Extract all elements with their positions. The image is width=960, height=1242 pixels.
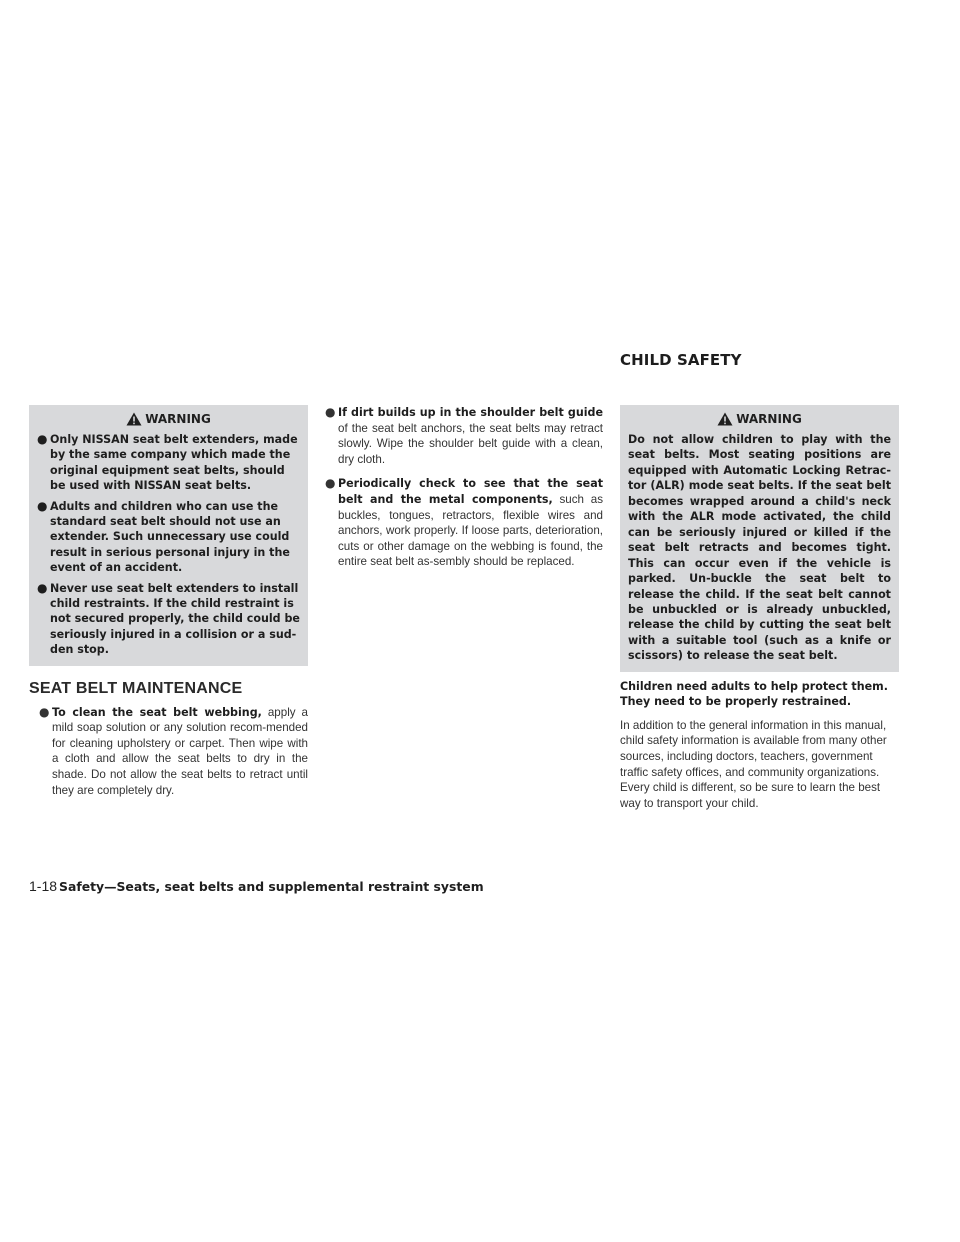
list-item-text xyxy=(52,705,308,799)
bullet: ● xyxy=(37,580,48,595)
list-item-body: of the seat belt anchors, the seat belts may retract slowly. Wipe the shoulder belt guide with a clean, dry cloth. xyxy=(338,421,603,466)
maintenance-list-cont xyxy=(325,405,603,570)
warning-triangle-icon xyxy=(717,412,733,426)
page-number: 1-18 xyxy=(29,878,58,894)
warning-box-extenders xyxy=(29,405,308,666)
list-item-body: apply a mild soap solution or any solution recom-mended for cleaning upholstery or carpet. Then wipe with a cloth and allow the seat belts to dry in the shade. Do not allow the seat belts to retract until they are completely dry. xyxy=(52,705,308,797)
bullet: ● xyxy=(325,405,336,419)
section-heading: CHILD SAFETY xyxy=(620,351,742,369)
list-item-bold: Periodically check to see that the seat belt and the metal components, xyxy=(338,477,603,506)
bullet: ● xyxy=(39,704,50,719)
warning-item-text: Adults and children who can use the standard seat belt should not use an extender. Such unnecessary use could result in serious personal injury in the event of an accident. xyxy=(50,499,290,575)
page-footer xyxy=(29,878,484,894)
warning-item xyxy=(37,432,300,494)
warning-triangle-icon xyxy=(126,412,142,426)
list-item-body: such as buckles, tongues, retractors, flexible wires and anchors, work properly. If loose parts, deterioration, cuts or other damage on the webbing is found, the entire seat belt as-sembly should be replaced. xyxy=(338,492,603,569)
maintenance-list xyxy=(29,705,308,799)
warning-item-text: Only NISSAN seat belt extenders, made by the same company which made the original equipment seat belts, should be used with NISSAN seat belts. xyxy=(50,433,298,493)
list-item xyxy=(325,405,603,467)
warning-box-children xyxy=(620,405,899,672)
warning-item xyxy=(37,499,300,576)
bullet: ● xyxy=(37,498,48,513)
warning-item-text: Never use seat belt extenders to install child restraints. If the child restraint is not secured properly, the child could be seriously injured in a collision or a sud-den stop. xyxy=(50,581,300,657)
body-paragraph: In addition to the general information in this manual, child safety information is available from many other sources, including doctors, teachers, government traffic safety offices, and community organizations. Every child is different, so be sure to learn the best way to transport your child. xyxy=(620,718,887,810)
warning-title-text: WARNING xyxy=(145,412,211,426)
list-item xyxy=(39,705,308,799)
warning-text: Do not allow children to play with the seat belts. Most seating positions are equipped with Automatic Locking Retrac-tor (ALR) mode seat belts. If the seat belt becomes wrapped around a child's neck with the ALR mode activated, the child can be seriously injured or killed if the seat belt retracts and becomes tight. This can occur even if the vehicle is parked. Un-buckle the seat belt to release the child. If the seat belt cannot be unbuckled or is already unbuckled, release the child by cutting the seat belt with a suitable tool (such as a knife or scissors) to release the seat belt. xyxy=(628,433,891,663)
bullet: ● xyxy=(325,476,336,491)
list-item-bold: To clean the seat belt webbing, xyxy=(52,705,262,719)
warning-item xyxy=(37,581,300,658)
column-middle xyxy=(325,405,603,579)
warning-title-text: WARNING xyxy=(736,412,802,426)
list-item-bold: If dirt builds up in the shoulder belt guide xyxy=(338,406,603,419)
bold-paragraph: Children need adults to help protect them. They need to be properly restrained. xyxy=(620,679,888,709)
footer-title: Safety—Seats, seat belts and supplemental restraint system xyxy=(59,879,484,894)
subheading-seat-belt-maintenance: SEAT BELT MAINTENANCE xyxy=(29,679,243,697)
list-item xyxy=(325,476,603,570)
column-right xyxy=(620,405,899,811)
warning-title xyxy=(628,411,891,427)
warning-list xyxy=(37,432,300,658)
list-item-text xyxy=(338,476,603,570)
bullet: ● xyxy=(37,432,48,446)
list-item-text xyxy=(338,405,603,467)
column-left xyxy=(29,405,308,807)
warning-title xyxy=(37,411,300,427)
